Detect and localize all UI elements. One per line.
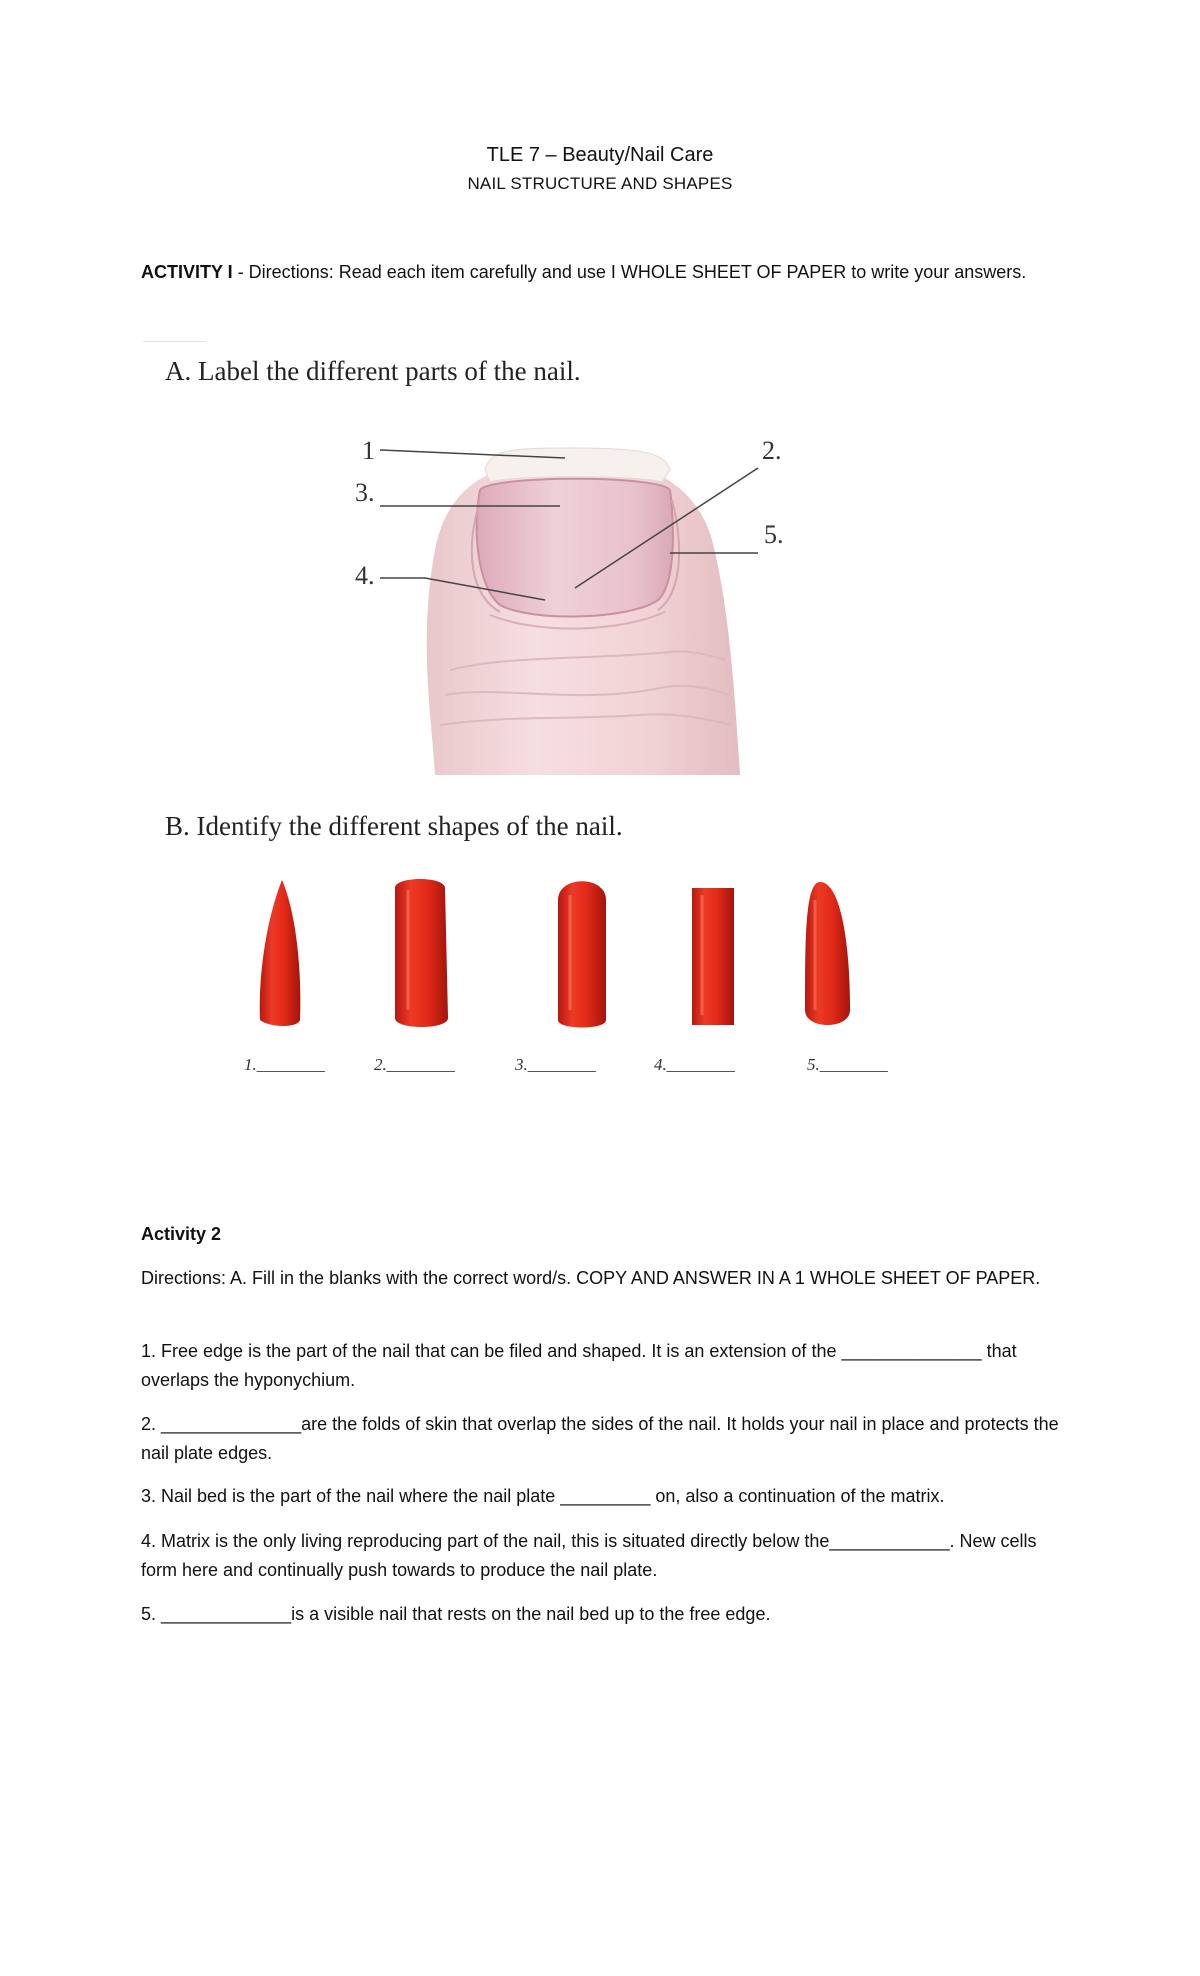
nail-shape-squoval [395,879,448,1027]
question-item-5: 5. _____________is a visible nail that rests on the nail bed up to the free edge. [141,1604,771,1624]
question-item-1: 1. Free edge is the part of the nail that can be filed and shaped. It is an extension of the ______________ that overlaps the hyponychium. [141,1341,1017,1390]
nail-shape-stiletto [260,880,301,1026]
shape-blank-3: 3.________ [515,1055,596,1074]
question-item-2: 2. ______________are the folds of skin that overlap the sides of the nail. It holds your nail in place and protects the nail plate edges. [141,1414,1059,1463]
nail-shape-oval [558,881,606,1027]
activity2-heading: Activity 2 [141,1224,222,1244]
shape-blank-4: 4.________ [654,1055,735,1074]
page-title: TLE 7 – Beauty/Nail Care [486,144,714,166]
question-item-4: 4. Matrix is the only living reproducing part of the nail, this is situated directly below the____________. New cells form here and continually push towards to produce the nail plate. [141,1531,1037,1580]
nail-part-label-4: 4. [355,561,375,590]
activity1-directions-text: - Directions: Read each item carefully and use I WHOLE SHEET OF PAPER to write your answers. [232,262,1027,282]
activity1-label: ACTIVITY I [141,262,233,282]
question-item-3: 3. Nail bed is the part of the nail where the nail plate _________ on, also a continuation of the matrix. [141,1486,945,1506]
nail-shape-almond [805,882,850,1025]
shape-blank-2: 2.________ [374,1055,455,1074]
nail-plate [477,479,673,617]
nail-part-label-5: 5. [764,520,784,549]
nail-part-label-2: 2. [762,436,782,465]
nail-shapes-diagram [240,870,920,1050]
nail-part-label-3: 3. [355,478,375,507]
section-b-title: B. Identify the different shapes of the nail. [165,811,623,841]
activity1-directions [141,258,1061,287]
free-edge [485,448,670,482]
shape-blank-1: 1.________ [244,1055,325,1074]
divider [143,341,206,342]
nail-part-label-1: 1 [362,436,375,465]
nail-shape-square [692,888,734,1025]
page-subtitle: NAIL STRUCTURE AND SHAPES [467,174,733,193]
shape-blank-5: 5.________ [807,1055,888,1074]
section-a-title: A. Label the different parts of the nail. [165,356,581,386]
activity2-directions: Directions: A. Fill in the blanks with the correct word/s. COPY AND ANSWER IN A 1 WHOLE SHEET OF PAPER. [141,1268,1041,1288]
nail-anatomy-diagram [340,420,820,800]
